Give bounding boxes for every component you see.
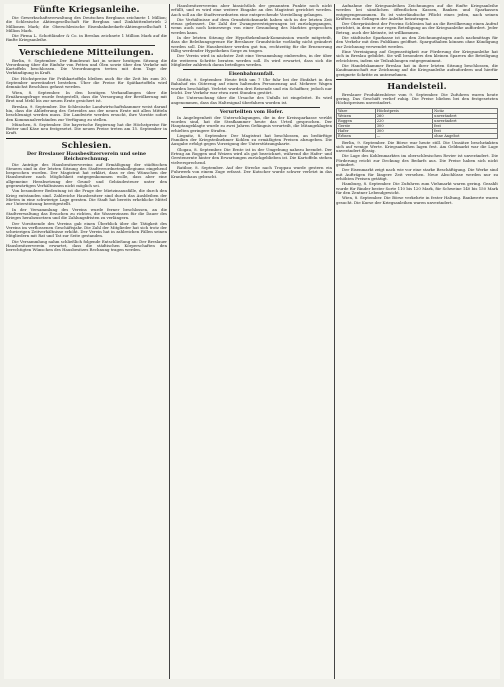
table-header-cell: Ware — [337, 108, 376, 113]
divider — [18, 45, 155, 46]
column-rule — [169, 4, 170, 679]
column-1 — [6, 4, 167, 679]
paragraph: Der Verein wird in nächster Zeit eine Versammlung einberufen, in der über die weiteren Schritte beraten werden soll. Es wird erwartet, dass sich die Mitglieder zahlreich daran beteiligen werden. — [171, 53, 332, 67]
paragraph: Die Gewerkschaftsverwaltung des Deutschen Bergbaus zeichnete 1 Million; die Schlesische Aktiengesellschaft für Bergbau und Zinkhüttenbetrieb 2 Millionen Mark; die Oberschlesische Eisenbahnbedarfs-Aktiengesellschaft 1 Million Mark. — [6, 15, 167, 33]
paragraph: Von besonderer Bedeutung ist die Frage der Mietzinsausfälle, die durch den Krieg entstanden sind. Zahlreiche Hausbesitzer sind durch das Ausbleiben der Mieten in eine schwierige Lage geraten. Die Stadt hat bereits erhebliche Mittel zur Unterstützung bereitgestellt. — [6, 188, 167, 207]
table-cell: — — [375, 133, 432, 138]
divider — [6, 138, 167, 139]
paragraph: Liegnitz, 8. September. Der Magistrat hat beschlossen, an bedürftige Familien der Kriegsteilnehmer Kohlen zu ermäßigten Preisen abzugeben. Die Ausgabe erfolgt gegen Vorzeigung der Unterstützungskarte. — [171, 132, 332, 147]
paragraph: Die Untersuchung über die Ursache des Unfalls ist eingeleitet. Es wird angenommen, dass das Haltesignal überfahren worden ist. — [171, 95, 332, 105]
table-cell: Roggen — [337, 118, 376, 123]
table-cell: fest — [433, 128, 498, 133]
table-cell: 260 — [375, 113, 432, 118]
price-table — [336, 108, 498, 139]
paragraph: Die Verhältnisse auf dem Grundstücksmarkt haben sich in der letzten Zeit etwas gebessert. Die Zahl der Zwangsversteigerungen ist zurückgegangen, wenn auch noch keineswegs von einer Gesundung des Marktes gesprochen werden kann. — [171, 16, 332, 35]
paragraph: Breslau, 9. September. Die Schlesische Landwirtschaftskammer weist darauf hin, dass die Ablieferung des Getreides aus der neuen Ernte mit allen Mitteln beschleunigt werden muss. Die Landwirte werden ersucht, ihre Vorräte sofort den Kommunalverbänden zur Verfügung zu stellen. — [6, 103, 167, 122]
paragraph: Breslauer Produktenbörse vom 9. September. Die Zufuhren waren heute gering. Das Geschäft verlief ruhig. Die Preise blieben bei den festgesetzten Höchstpreisen unverändert. — [336, 91, 498, 106]
paragraph: Ratibor, 8. September. Auf der Strecke nach Troppau wurde gestern ein Fuhrwerk von einem Zuge erfasst. Der Kutscher wurde schwer verletzt in das Krankenhaus gebracht. — [171, 165, 332, 179]
paragraph: München, 8. September. Die bayerische Regierung hat die Höchstpreise für Butter und Käse neu festgesetzt. Die neuen Preise treten am 15. September in Kraft. — [6, 121, 167, 136]
table-cell: unverändert — [433, 113, 498, 118]
headline-kriegsanleihe: Fünfte Kriegsanleihe. — [33, 4, 140, 14]
divider — [183, 69, 320, 70]
paragraph: Der Oberpräsident der Provinz Schlesien hat an die Bevölkerung einen Aufruf gerichtet, in dem er zur regen Beteiligung an der Kriegsanleihe auffordert. Jeder Betrag, auch der kleinste, ist willkommen. — [336, 21, 498, 35]
paragraph: Die städtische Sparkasse ist an den Zeichnungstagen auch nachmittags für den Verkehr mit dem Publikum geöffnet. Sparguthaben können ohne Kündigung zur Zeichnung verwendet werden. — [336, 35, 498, 49]
paragraph: Berlin, 9. September. Der Bundesrat hat in seiner heutigen Sitzung die Verordnung über die Einfuhr von Fetten und Ölen sowie über den Verkehr mit Kartoffeln beschlossen. Die Verordnungen treten mit dem Tage der Verkündigung in Kraft. — [6, 57, 167, 76]
paragraph: Die Lage des Kohlenmarktes im oberschlesischen Revier ist unverändert. Die Förderung reicht zur Deckung des Bedarfs aus. Die Preise haben sich nicht geändert. — [336, 153, 498, 167]
subheadline-verurteilten: Verurteilten vom Hofer. — [219, 108, 284, 115]
paragraph: In Angelegenheit der Unterschlagungen, die in der Kreissparkasse verübt worden sind, hat die Strafkammer heute das Urteil gesprochen. Der Hauptangeklagte wurde zu zwei Jahren Gefängnis verurteilt, die Mitangeklagten erhielten geringere Strafen. — [171, 114, 332, 133]
column-rule — [334, 4, 335, 679]
paragraph: Görlitz, 9. September. Heute früh um 7 Uhr fuhr bei der Einfahrt in den Bahnhof ein Güterzug auf einen haltenden Personenzug auf. Mehrere Wagen wurden beschädigt. Verletzt wurden drei Reisende und ein Schaffner, jedoch nur leicht. Der Verkehr war etwa zwei Stunden gestört. — [171, 77, 332, 95]
subheadline-eisenbahnunfall: Eisenbahnunfall. — [228, 71, 275, 78]
table-row — [337, 133, 498, 138]
paragraph: Wien, 8. September. In den heutigen Verhandlungen über die Ernährungsfrage wurde festgestellt, dass die Versorgung der Bevölkerung mit Brot und Mehl bis zur neuen Ernte gesichert ist. — [6, 89, 167, 104]
table-header-cell: Notiz — [433, 108, 498, 113]
table-cell: Hafer — [337, 128, 376, 133]
divider — [183, 107, 320, 108]
paragraph: Die Handelskammer Breslau hat in ihrer letzten Sitzung beschlossen, die Kaufmannschaft zur Zeichnung auf die Kriegsanleihe aufzufordern und hierfür geeignete Schritte zu unternehmen. — [336, 63, 498, 77]
paragraph: Eine Vereinigung auf Gegenseitigkeit zur Förderung der Kriegsanleihe hat sich in Breslau gebildet. Sie will besonders den kleinen Sparern die Beteiligung erleichtern, indem sie Teilzahlungen entgegennimmt. — [336, 49, 498, 63]
table-header-cell: Höchstpreis — [375, 108, 432, 113]
paragraph: Berlin, 9. September. Die Börse war heute still. Die Umsätze beschränkten sich auf wenige Werte. Kriegsanleihen lagen fest. Am Geldmarkt war die Lage unverändert flüssig. — [336, 139, 498, 153]
headline-schlesien: Schlesien. — [61, 139, 112, 150]
table-cell: unverändert — [433, 118, 498, 123]
paragraph: In der Versammlung des Vereins wurde ferner beschlossen, an die Stadtverwaltung das Ersuchen zu richten, die Wasserzinsen für die Dauer des Krieges herabzusetzen und die Zahlungsfristen zu verlängern. — [6, 206, 167, 221]
table-cell: ohne Angebot — [433, 133, 498, 138]
paragraph: Die Höchstpreise für Frühkartoffeln bleiben auch für die Zeit bis zum 30. September unverändert bestehen. Über die Preise für Spätkartoffeln wird demnächst Beschluss gefasst werden. — [6, 75, 167, 90]
table-cell: Weizen — [337, 113, 376, 118]
paragraph: Hamburg, 8. September. Die Zufuhren zum Viehmarkt waren gering. Gezahlt wurde für Rinder bester Sorte 110 bis 120 Mark, für Schweine 140 bis 150 Mark für den Zentner Lebendgewicht. — [336, 181, 498, 195]
paragraph: Glogau, 8. September. Die Ernte ist in der Umgebung nahezu beendet. Der Ertrag an Roggen und Weizen wird als gut bezeichnet, während die Hafer- und Gerstenernte hinter den Erwartungen zurückgeblieben ist. Die Kartoffeln stehen vielversprechend. — [171, 146, 332, 165]
table-cell: 300 — [375, 123, 432, 128]
table-cell: fest — [433, 123, 498, 128]
table-cell: 220 — [375, 118, 432, 123]
paragraph: Die Firma L. Schottländer & Co. in Breslau zeichnete 1 Million Mark auf die fünfte Kriegsanleihe. — [6, 33, 167, 43]
paragraph: Die Versammlung nahm schließlich folgende Entschließung an: Der Breslauer Hausbesitzerverein erwartet, dass die städtischen Körperschaften den berechtigten Wünschen des Hausbesitzes Rechnung tragen werden. — [6, 238, 167, 253]
paragraph: In der letzten Sitzung der Hypothekenbank-Kommission wurde mitgeteilt, dass die Beleihungsgrenze für Breslauer Grundstücke vorläufig nicht geändert werden soll. Die Hausbesitzer werden gut tun, rechtzeitig für die Erneuerung fällig werdender Hypotheken Sorge zu tragen. — [171, 35, 332, 53]
headline-mitteilungen: Verschiedene Mitteilungen. — [19, 46, 154, 57]
paragraph: Hausbesitzervereins aber hinsichtlich der genannten Punkte noch nicht erfüllt, und es wird eine weitere Eingabe an den Magistrat gerichtet werden. Auch soll an die Stadtverordneten eine entsprechende Vorstellung gelangen. — [171, 4, 332, 17]
paragraph: Aufnahme der Kriegsanleihen Zeichnungen auf die fünfte Kriegsanleihe werden bei sämtlichen öffentlichen Kassen, Banken und Sparkassen entgegengenommen. Es ist vaterländische Pflicht eines jeden, nach seinen Kräften zum Gelingen der Anleihe beizutragen. — [336, 4, 498, 21]
paragraph: Der Eisenmarkt zeigt nach wie vor eine starke Beschäftigung. Die Werke sind mit Aufträgen für längere Zeit versehen. Neue Abschlüsse werden nur zu erhöhten Preisen getätigt. — [336, 167, 498, 181]
table-cell: Gerste — [337, 123, 376, 128]
headline-handelsteil: Handelsteil. — [387, 80, 447, 91]
column-2 — [171, 4, 332, 679]
paragraph: Der Vorsitzende des Vereins gab einen Überblick über die Tätigkeit des Vereins im verflossenen Geschäftsjahr. Die Zahl der Mitglieder hat sich trotz der schwierigen Zeitverhältnisse erhöht. Der Verein hat in zahlreichen Fällen seinen Mitgliedern mit Rat und Tat zur Seite gestanden. — [6, 220, 167, 239]
subheadline-hausbesitzerverein: Der Breslauer Hausbesitzerverein und seine Reichsrechnung. — [26, 150, 147, 162]
table-cell: Erbsen — [337, 133, 376, 138]
paragraph: Wien, 8. September. Die Börse verkehrte in fester Haltung. Bankwerte waren gesucht. Die Kurse der Kriegsanleihen waren unverändert. — [336, 195, 498, 205]
newspaper-page — [4, 4, 500, 679]
column-3 — [336, 4, 498, 679]
paragraph: Die Anträge des Hausbesitzervereins auf Ermäßigung der städtischen Steuern sind in der letzten Sitzung des Stadtverordnetenkollegiums eingehend besprochen worden. Der Magistrat hat erklärt, dass er den Wünschen der Hausbesitzer nach Möglichkeit entgegenkommen wolle, dass aber eine allgemeine Herabsetzung der Grund- und Gebäudesteuer unter den gegenwärtigen Verhältnissen nicht möglich sei. — [6, 161, 167, 188]
table-cell: 300 — [375, 128, 432, 133]
divider — [336, 79, 498, 80]
